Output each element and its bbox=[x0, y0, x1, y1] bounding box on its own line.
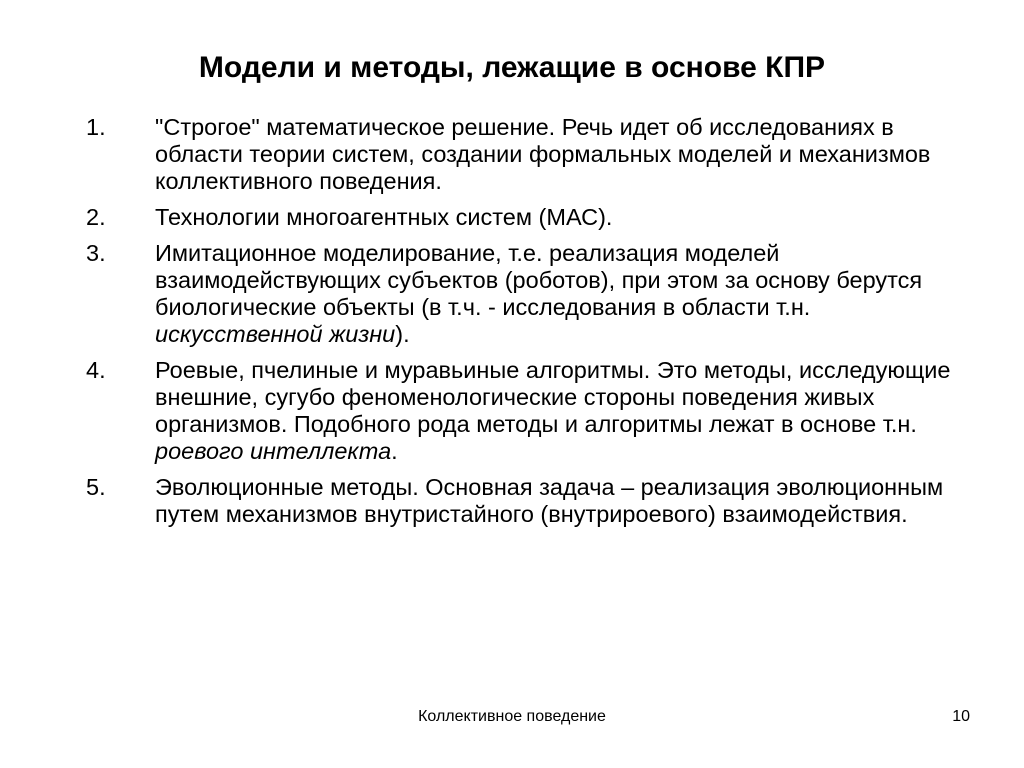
item-text-part: Эволюционные методы. Основная задача – реализация эволюционным путем механизмов внутристайного (внутрироевого) взаимодействия. bbox=[155, 474, 944, 527]
numbered-list bbox=[86, 114, 956, 537]
list-item bbox=[86, 240, 956, 348]
item-number: 5. bbox=[86, 474, 106, 500]
item-number: 2. bbox=[86, 204, 106, 230]
list-item bbox=[86, 357, 956, 465]
item-text-part: "Строгое" математическое решение. Речь идет об исследованиях в области теории систем, создании формальных моделей и механизмов коллективного поведения. bbox=[155, 114, 931, 194]
item-text-part: ). bbox=[395, 321, 410, 347]
item-text-italic: искусственной жизни bbox=[155, 321, 396, 347]
item-text bbox=[155, 240, 922, 347]
item-number: 1. bbox=[86, 114, 106, 140]
slide-title: Модели и методы, лежащие в основе КПР bbox=[198, 51, 826, 84]
list-item bbox=[86, 204, 956, 231]
list-item bbox=[86, 114, 956, 195]
item-text bbox=[155, 357, 951, 464]
item-number: 4. bbox=[86, 357, 106, 383]
footer-text: Коллективное поведение bbox=[418, 708, 606, 725]
page-number: 10 bbox=[952, 708, 970, 725]
item-text bbox=[155, 474, 943, 527]
item-number: 3. bbox=[86, 240, 106, 266]
item-text-part: Имитационное моделирование, т.е. реализация моделей взаимодействующих субъектов (роботов), при этом за основу берутся биологические объекты (в т.ч. - исследования в области т.н. bbox=[155, 240, 923, 320]
item-text bbox=[155, 204, 612, 230]
item-text-italic: роевого интеллекта bbox=[155, 438, 392, 464]
item-text-part: Технологии многоагентных систем (МАС). bbox=[155, 204, 613, 230]
list-item bbox=[86, 474, 956, 528]
item-text-part: Роевые, пчелиные и муравьиные алгоритмы. Это методы, исследующие внешние, сугубо феноменологические стороны поведения живых организмов. Подобного рода методы и алгоритмы лежат в основе т.н. bbox=[155, 357, 951, 437]
item-text bbox=[155, 114, 930, 194]
item-text-part: . bbox=[391, 438, 398, 464]
